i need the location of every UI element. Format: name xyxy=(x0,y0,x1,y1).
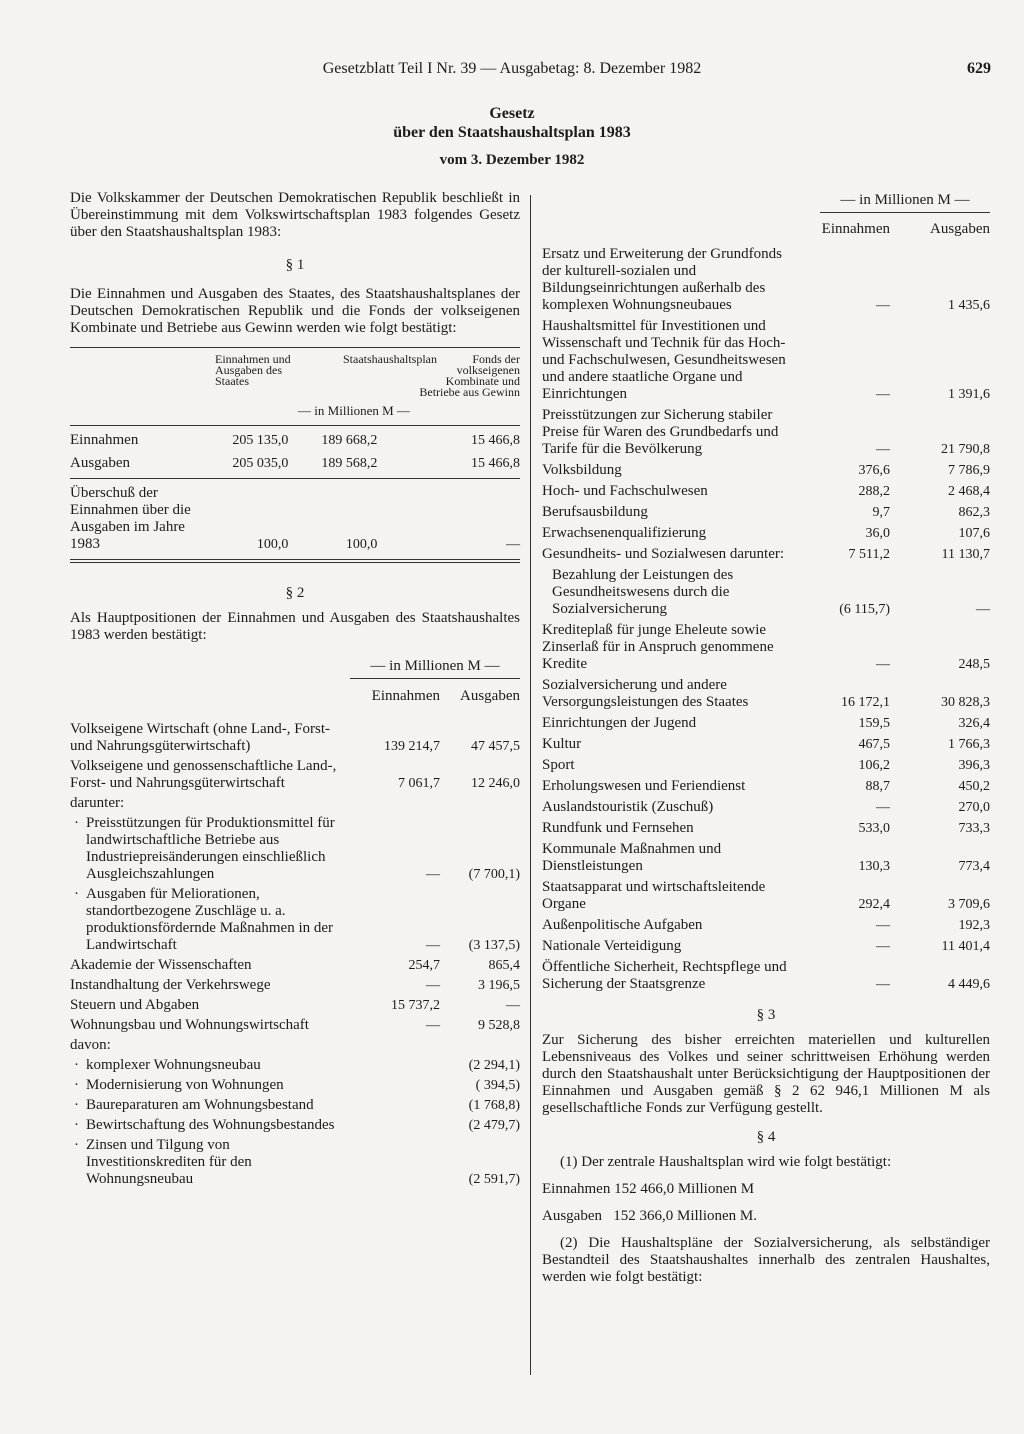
row-label: Außenpolitische Aufgaben xyxy=(542,917,703,933)
einnahmen-value: — xyxy=(876,800,890,815)
table-row xyxy=(542,938,990,955)
einnahmen-value: (6 115,7) xyxy=(839,602,890,617)
section-2-table xyxy=(70,721,520,1188)
intro-paragraph: Die Volkskammer der Deutschen Demokratischen Republik beschließt in Übereinstimmung mit dem Volkswirtschaftsplan 1983 folgendes Gesetz über den Staatshaushaltsplan 1983: xyxy=(70,190,520,240)
table-row xyxy=(542,462,990,479)
einnahmen-value: — xyxy=(426,1018,440,1033)
table-row xyxy=(542,525,990,542)
row-label: Erwachsenenqualifizierung xyxy=(542,525,707,541)
einnahmen-value: — xyxy=(876,918,890,933)
row-label: Preisstützungen zur Sicherung stabiler Preise für Waren des Grundbedarfs und Tarife für die Bevölkerung xyxy=(542,407,779,457)
row-label: Hoch- und Fachschulwesen xyxy=(542,483,708,499)
row-label: Staatsapparat und wirtschaftsleitende Organe xyxy=(542,879,766,912)
row-label: Rundfunk und Fernsehen xyxy=(542,820,694,836)
einnahmen-value: 106,2 xyxy=(858,758,890,773)
overview-table xyxy=(70,347,520,563)
page-header xyxy=(0,60,1024,84)
section-2-heading: § 2 xyxy=(285,585,305,601)
row-label: Ersatz und Erweiterung der Grundfonds der kulturell-sozialen und Bildungseinrichtungen außerhalb des komplexen Wohnungsneubaues xyxy=(542,246,782,313)
table-row xyxy=(542,504,990,521)
ausgaben-value: 1 435,6 xyxy=(948,298,990,313)
table-row xyxy=(542,715,990,732)
ausgaben-value: 450,2 xyxy=(958,779,990,794)
table-row xyxy=(70,977,520,994)
row-label: Haushaltsmittel für Investitionen und Wissenschaft und Technik für das Hoch- und Fachschulwesen, Gesundheitswesen und andere staatliche Organe und Einrichtungen xyxy=(542,318,786,402)
row-label: Volksbildung xyxy=(542,462,622,478)
row-label: Auslandstouristik (Zuschuß) xyxy=(542,799,714,815)
ausgaben-value: 4 449,6 xyxy=(948,977,990,992)
table-row xyxy=(542,246,990,314)
right-col-ausgaben: Ausgaben xyxy=(930,221,990,237)
table-row xyxy=(542,917,990,934)
ausgaben-value: 865,4 xyxy=(488,958,520,973)
row-label: Gesundheits- und Sozialwesen darunter: xyxy=(542,546,785,562)
einnahmen-value: 36,0 xyxy=(865,526,890,541)
table-row xyxy=(542,736,990,753)
table-row xyxy=(542,841,990,875)
row-label: Kommunale Maßnahmen und Dienstleistungen xyxy=(542,841,722,874)
table-row xyxy=(542,546,990,563)
row-label: · Modernisierung von Wohnungen xyxy=(70,1077,345,1094)
ausgaben-value: — xyxy=(506,998,520,1013)
table-row xyxy=(542,407,990,458)
row-label: · Baureparaturen am Wohnungsbestand xyxy=(70,1097,345,1114)
row-label: · Preisstützungen für Produktionsmittel für landwirtschaftliche Betriebe aus Industriepreisänderungen einschließlich Ausgleichszahlungen xyxy=(70,815,345,883)
einnahmen-value: 376,6 xyxy=(858,463,890,478)
section-2-unit: — in Millionen M — xyxy=(350,658,520,679)
column-divider xyxy=(530,195,531,1375)
row-label: Instandhaltung der Verkehrswege xyxy=(70,977,271,993)
ausgaben-value: 1 391,6 xyxy=(948,387,990,402)
col-header-ausgaben: Ausgaben xyxy=(460,688,520,704)
einnahmen-value: — xyxy=(876,442,890,457)
ausgaben-value: 192,3 xyxy=(958,918,990,933)
law-date: vom 3. Dezember 1982 xyxy=(439,152,585,168)
ausgaben-value: 9 528,8 xyxy=(478,1018,520,1033)
einnahmen-value: 292,4 xyxy=(858,897,890,912)
row-label: · Zinsen und Tilgung von Investitionskrediten für den Wohnungsneubau xyxy=(70,1137,345,1188)
einnahmen-value: — xyxy=(426,978,440,993)
einnahmen-value: 159,5 xyxy=(858,716,890,731)
table-row xyxy=(70,957,520,974)
row-label: Wohnungsbau und Wohnungswirtschaft xyxy=(70,1017,309,1033)
ausgaben-value: 326,4 xyxy=(958,716,990,731)
table-row xyxy=(70,758,520,792)
ausgaben-value: 862,3 xyxy=(958,505,990,520)
ausgaben-value: ( 394,5) xyxy=(475,1078,520,1093)
einnahmen-value: 254,7 xyxy=(408,958,440,973)
ausgaben-value: (2 294,1) xyxy=(468,1058,520,1073)
table-row xyxy=(542,318,990,403)
ausgaben-value: (7 700,1) xyxy=(468,867,520,882)
col-header-fonds: Fonds der volkseigenen Kombinate und Betriebe aus Gewinn xyxy=(419,352,520,399)
einnahmen-value: 288,2 xyxy=(858,484,890,499)
row-label: Kreditерlaß für junge Eheleute sowie Zinserlaß für in Anspruch genommene Kredite xyxy=(542,622,774,672)
table-row xyxy=(70,886,520,954)
row-label: Sport xyxy=(542,757,575,773)
table-row xyxy=(70,1017,520,1034)
gazette-title: Gesetzblatt Teil I Nr. 39 — Ausgabetag: 8. Dezember 1982 xyxy=(322,60,702,77)
section-4-p2: (2) Die Haushaltspläne der Sozialversicherung, als selbständiger Bestandteil des Staatshaushaltes innerhalb des zentralen Haushaltes, werden wie folgt bestätigt: xyxy=(542,1235,990,1285)
table-row xyxy=(70,1057,520,1074)
ausgaben-value: 12 246,0 xyxy=(471,776,520,791)
section-1-heading: § 1 xyxy=(285,257,305,273)
table-row xyxy=(70,997,520,1014)
ausgaben-value: 2 468,4 xyxy=(948,484,990,499)
row-label: Öffentliche Sicherheit, Rechtspflege und Sicherung der Staatsgrenze xyxy=(542,959,787,992)
ausgaben-value: (3 137,5) xyxy=(468,938,520,953)
einnahmen-value: 139 214,7 xyxy=(384,739,440,754)
table-row xyxy=(542,567,990,618)
col-header-einnahmen: Einnahmen xyxy=(371,688,440,704)
einnahmen-value: 16 172,1 xyxy=(841,695,890,710)
einnahmen-value: 7 511,2 xyxy=(848,547,890,562)
einnahmen-value: — xyxy=(426,867,440,882)
einnahmen-value: — xyxy=(876,298,890,313)
right-column xyxy=(542,190,990,1286)
left-column xyxy=(70,190,520,1188)
table-row: Einnahmen 205 135,0 189 668,2 15 466,8 xyxy=(70,432,520,448)
row-label: Berufsausbildung xyxy=(542,504,648,520)
row-label: Einrichtungen der Jugend xyxy=(542,715,697,731)
right-table xyxy=(542,246,990,993)
table-row xyxy=(70,1137,520,1188)
row-label: Bezahlung der Leistungen des Gesundheitswesens durch die Sozialversicherung xyxy=(552,567,734,617)
ausgaben-value: 47 457,5 xyxy=(471,739,520,754)
table-row xyxy=(542,757,990,774)
ausgaben-value: 270,0 xyxy=(958,800,990,815)
table-row xyxy=(542,959,990,993)
section-1-text: Die Einnahmen und Ausgaben des Staates, des Staatshaushaltsplanes der Deutschen Demokratischen Republik und die Fonds der volkseigenen Kombinate und Betriebe aus Gewinn werden wie folgt bestätigt: xyxy=(70,286,520,336)
einnahmen-value: — xyxy=(876,939,890,954)
section-4-ausgaben: Ausgaben 152 366,0 Millionen M. xyxy=(542,1208,757,1224)
ausgaben-value: 3 196,5 xyxy=(478,978,520,993)
section-3-text: Zur Sicherung des bisher erreichten materiellen und kulturellen Lebensniveaus des Volkes und seiner schrittweisen Erhöhung werden durch den Staatshaushalt unter Berücksichtigung der Hauptpositionen der Einnahmen und Ausgaben gemäß § 2 62 946,1 Millionen M als gesellschaftliche Fonds zur Verfügung gestellt. xyxy=(542,1032,990,1116)
row-label: Volkseigene Wirtschaft (ohne Land-, Forst- und Nahrungsgüterwirtschaft) xyxy=(70,721,331,754)
table-row xyxy=(70,1037,520,1054)
ausgaben-value: (2 591,7) xyxy=(468,1172,520,1187)
ausgaben-value: 21 790,8 xyxy=(941,442,990,457)
table-row xyxy=(70,1097,520,1114)
law-title-line1: Gesetz xyxy=(489,105,535,122)
einnahmen-value: 467,5 xyxy=(858,737,890,752)
row-label: · Bewirtschaftung des Wohnungsbestandes xyxy=(70,1117,345,1134)
table-row: Ausgaben 205 035,0 189 568,2 15 466,8 xyxy=(70,455,520,471)
einnahmen-value: 9,7 xyxy=(872,505,890,520)
einnahmen-value: 7 061,7 xyxy=(398,776,440,791)
overview-table-unit: — in Millionen M — xyxy=(298,403,410,418)
table-row: Überschuß der Einnahmen über die Ausgaben im Jahre 1983 100,0 100,0 — xyxy=(70,485,520,552)
section-4-heading: § 4 xyxy=(756,1129,776,1145)
table-row xyxy=(70,795,520,812)
col-header-haushalt: Staatshaushaltsplan xyxy=(343,352,437,366)
right-col-einnahmen: Einnahmen xyxy=(821,221,890,237)
einnahmen-value: — xyxy=(426,938,440,953)
table-row xyxy=(542,677,990,711)
page-number: 629 xyxy=(967,60,991,77)
section-2-text: Als Hauptpositionen der Einnahmen und Ausgaben des Staatshaushaltes 1983 werden bestätigt: xyxy=(70,610,520,643)
ausgaben-value: (1 768,8) xyxy=(468,1098,520,1113)
row-label: davon: xyxy=(70,1037,111,1053)
einnahmen-value: — xyxy=(876,977,890,992)
row-label: Nationale Verteidigung xyxy=(542,938,682,954)
ausgaben-value: (2 479,7) xyxy=(468,1118,520,1133)
ausgaben-value: 107,6 xyxy=(958,526,990,541)
einnahmen-value: 15 737,2 xyxy=(391,998,440,1013)
table-row xyxy=(542,879,990,913)
ausgaben-value: 733,3 xyxy=(958,821,990,836)
einnahmen-value: — xyxy=(876,387,890,402)
table-row xyxy=(542,622,990,673)
row-label: Volkseigene und genossenschaftliche Land-, Forst- und Nahrungsgüterwirtschaft xyxy=(70,758,337,791)
section-4-p1: (1) Der zentrale Haushaltsplan wird wie folgt bestätigt: xyxy=(560,1154,892,1170)
table-row xyxy=(542,799,990,816)
section-3-heading: § 3 xyxy=(756,1007,776,1023)
law-title-line2: über den Staatshaushaltsplan 1983 xyxy=(393,124,631,141)
overview-table-header xyxy=(70,348,520,398)
einnahmen-value: 88,7 xyxy=(865,779,890,794)
ausgaben-value: — xyxy=(976,602,990,617)
row-label: Steuern und Abgaben xyxy=(70,997,200,1013)
table-row xyxy=(70,1077,520,1094)
section-4-einnahmen: Einnahmen 152 466,0 Millionen M xyxy=(542,1181,755,1197)
ausgaben-value: 3 709,6 xyxy=(948,897,990,912)
einnahmen-value: 533,0 xyxy=(858,821,890,836)
col-header-staat: Einnahmen und Ausgaben des Staates xyxy=(215,352,291,388)
ausgaben-value: 11 401,4 xyxy=(941,939,990,954)
right-unit: — in Millionen M — xyxy=(820,192,990,213)
table-row xyxy=(70,721,520,755)
table-row xyxy=(70,1117,520,1134)
ausgaben-value: 30 828,3 xyxy=(941,695,990,710)
table-row xyxy=(542,483,990,500)
ausgaben-value: 1 766,3 xyxy=(948,737,990,752)
law-title xyxy=(0,104,1024,142)
row-label: · komplexer Wohnungsneubau xyxy=(70,1057,345,1074)
row-label: darunter: xyxy=(70,795,125,811)
row-label: Akademie der Wissenschaften xyxy=(70,957,252,973)
row-label: Erholungswesen und Feriendienst xyxy=(542,778,746,794)
table-row xyxy=(542,820,990,837)
ausgaben-value: 396,3 xyxy=(958,758,990,773)
einnahmen-value: — xyxy=(876,657,890,672)
row-label: · Ausgaben für Meliorationen, standortbezogene Zuschläge u. a. produktionsfördernde Maßnahmen in der Landwirtschaft xyxy=(70,886,345,954)
ausgaben-value: 7 786,9 xyxy=(948,463,990,478)
row-label: Kultur xyxy=(542,736,582,752)
row-label: Sozialversicherung und andere Versorgungsleistungen des Staates xyxy=(542,677,749,710)
ausgaben-value: 248,5 xyxy=(958,657,990,672)
einnahmen-value: 130,3 xyxy=(858,859,890,874)
table-row xyxy=(70,815,520,883)
table-row xyxy=(542,778,990,795)
ausgaben-value: 773,4 xyxy=(958,859,990,874)
ausgaben-value: 11 130,7 xyxy=(941,547,990,562)
